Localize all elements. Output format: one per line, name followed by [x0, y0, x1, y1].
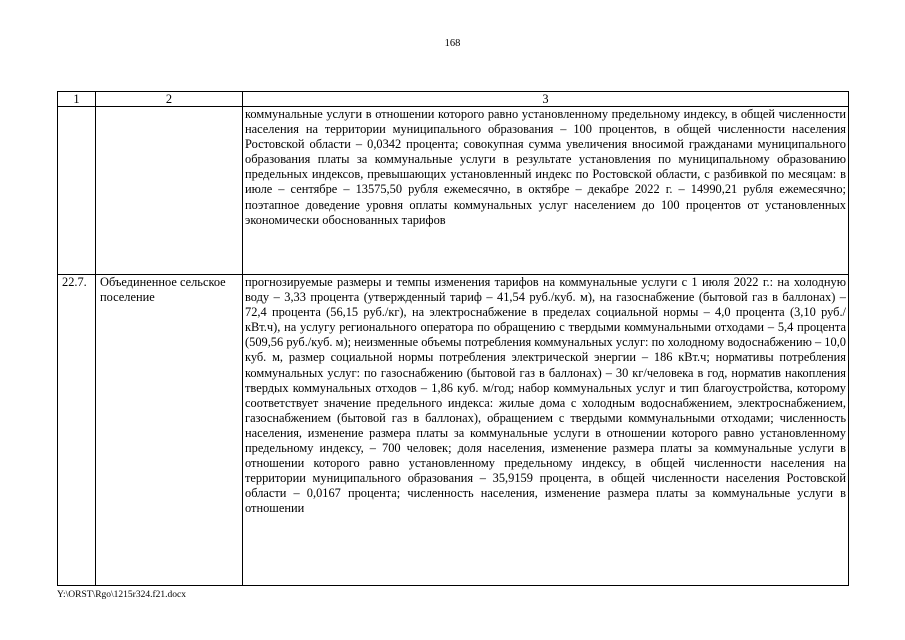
- footer-file-path: Y:\ORST\Rgo\1215r324.f21.docx: [57, 590, 186, 600]
- column-header-3: 3: [243, 92, 849, 107]
- table-row: [58, 275, 849, 586]
- column-header-1: 1: [58, 92, 96, 107]
- document-table: [57, 91, 849, 586]
- row-number: 22.7.: [58, 275, 96, 586]
- column-header-2: 2: [96, 92, 243, 107]
- row-description-text: прогнозируемые размеры и темпы изменения тарифов на коммунальные услуги с 1 июля 2022 г.: на холодную воду – 3,33 процента (утвержденный тариф – 41,54 руб./куб. м), на газоснабжение (бытовой газ в баллонах) – 72,4 процента (56,15 руб./кг), на электроснабжение в пределах социальной нормы – 4,0 процента (3,10 руб./кВт.ч), на услугу регионального оператора по обращению с твердыми коммунальными отходами – 5,4 процента (509,56 руб./куб. м); неизменные объемы потребления коммунальных услуг: по холодному водоснабжению – 10,0 куб. м, размер социальной нормы потребления электрической энергии – 186 кВт.ч; нормативы потребления коммунальных услуг: по газоснабжению (бытовой газ в баллонах) – 30 кг/человека в год, норматив накопления твердых коммунальных отходов – 1,86 куб. м/год; набор коммунальных услуг и тип благоустройства, которому соответствует значение предельного индекса: жилые дома с холодным водоснабжением, электроснабжением, газоснабжением (бытовой газ в баллонах), обращением с твердыми коммунальными отходами; численность населения, изменение размера платы за коммунальные услуги в отношении которого равно установленному предельному индексу, – 700 человек; доля населения, изменение размера платы за коммунальные услуги в отношении которого равно установленному предельному индексу, в общей численности населения на территории муниципального образования – 35,9159 процента, в общей численности населения Ростовской области – 0,0167 процента; численность населения, изменение размера платы за коммунальные услуги в отношении: [245, 275, 846, 516]
- settlement-name: [96, 107, 243, 275]
- row-description: [243, 275, 849, 586]
- page-number: 168: [444, 38, 461, 49]
- row-description-text: коммунальные услуги в отношении которого равно установленному предельному индексу, в общей численности населения на территории муниципального образования – 100 процентов, в общей численности населения Ростовской области – 0,0342 процента; совокупная сумма увеличения вносимой гражданами муниципального образования платы за коммунальные услуги в результате установления по муниципальному образованию предельных индексов, превышающих установленный индекс по Ростовской области, с разбивкой по месяцам: в июле – сентябре – 13575,50 рубля ежемесячно, в октябре – декабре 2022 г. – 14990,21 рубля ежемесячно; поэтапное доведение уровня оплаты коммунальных услуг населением до 100 процентов от установленных экономически обоснованных тарифов: [245, 107, 846, 227]
- settlement-name: Объединенное сельское поселение: [96, 275, 243, 586]
- table-row: [58, 107, 849, 275]
- row-number: [58, 107, 96, 275]
- row-description: [243, 107, 849, 275]
- table-header-row: [58, 92, 849, 107]
